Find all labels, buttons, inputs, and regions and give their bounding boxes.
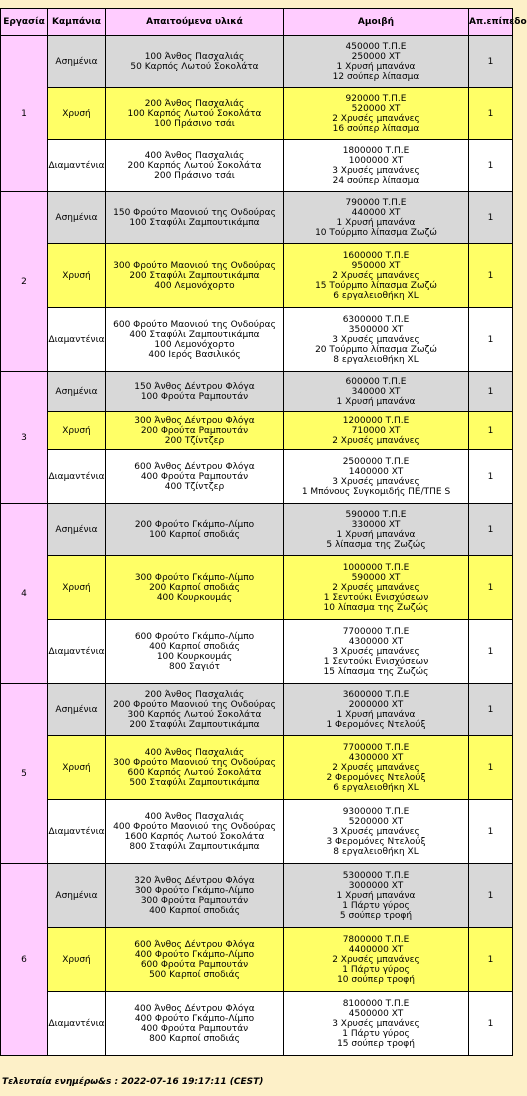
reward-item: 250000 XT <box>351 51 401 62</box>
reward-cell <box>284 928 469 992</box>
reward-item: 3 Χρυσές μπανάνες <box>332 334 420 345</box>
material-item: 300 Φρούτο Γκάμπο-Λίμπο <box>134 572 255 583</box>
material-item: 100 Καρποί σποδιάς <box>149 529 240 540</box>
reward-item: 3 Φερομόνες Ντελούξ <box>326 836 426 847</box>
reward-item: 600000 Τ.Π.Ε <box>345 376 407 387</box>
table-row <box>1 992 513 1056</box>
reward-item: 15 λίπασμα της Ζωζώς <box>323 666 429 677</box>
reward-item: 440000 XT <box>351 207 401 218</box>
material-item: 200 Άνθος Πασχαλιάς <box>144 689 245 700</box>
header-campaign: Καμπάνια <box>48 9 106 36</box>
level-cell: 1 <box>469 450 513 504</box>
reward-item: 710000 XT <box>351 425 401 436</box>
reward-item: 590000 XT <box>351 572 401 583</box>
materials-cell <box>106 556 284 620</box>
header-reward: Αμοιβή <box>284 9 469 36</box>
campaign-cell: Χρυσή <box>48 736 106 800</box>
reward-item: 3500000 XT <box>348 324 404 335</box>
campaign-cell: Χρυσή <box>48 244 106 308</box>
materials-cell <box>106 88 284 140</box>
quest-number: 3 <box>1 372 48 504</box>
materials-cell <box>106 864 284 928</box>
material-item: 800 Σταφύλι Ζαμπουτικάμπα <box>129 841 260 852</box>
reward-item: 3000000 XT <box>348 880 404 891</box>
materials-cell <box>106 244 284 308</box>
reward-item: 790000 Τ.Π.Ε <box>345 197 407 208</box>
reward-item: 5 λίπασμα της Ζωζώς <box>326 539 426 550</box>
material-item: 800 Καρποί σποδιάς <box>149 1033 240 1044</box>
material-item: 300 Φρούτο Γκάμπο-Λίμπο <box>134 885 255 896</box>
campaign-cell: Διαμαντένια <box>48 800 106 864</box>
table-row <box>1 556 513 620</box>
table-row <box>1 928 513 992</box>
level-cell: 1 <box>469 864 513 928</box>
reward-item: 590000 Τ.Π.Ε <box>345 509 407 520</box>
material-item: 200 Καρποί σποδιάς <box>149 582 240 593</box>
table-row <box>1 800 513 864</box>
reward-item: 2 Χρυσές μπανάνες <box>332 582 420 593</box>
reward-item: 10 σούπερ τροφή <box>337 974 415 985</box>
materials-cell <box>106 308 284 372</box>
material-item: 500 Σταφύλι Ζαμπουτικάμπα <box>129 777 260 788</box>
reward-item: 8 εργαλειοθήκη XL <box>333 846 419 857</box>
reward-item: 6300000 Τ.Π.Ε <box>342 314 410 325</box>
material-item: 300 Φρούτα Ραμπουτάν <box>140 895 249 906</box>
materials-cell <box>106 620 284 684</box>
reward-item: 1400000 XT <box>348 466 404 477</box>
reward-item: 5 σούπερ τροφή <box>339 910 413 921</box>
table-row <box>1 736 513 800</box>
reward-item: 6 εργαλειοθήκη XL <box>333 782 419 793</box>
material-item: 300 Καρπός Λωτού Σοκολάτα <box>127 709 262 720</box>
material-item: 320 Άνθος Δέντρου Φλόγα <box>134 875 255 886</box>
level-cell: 1 <box>469 928 513 992</box>
material-item: 100 Φρούτα Ραμπουτάν <box>140 391 249 402</box>
reward-item: 20 Τούρμπο λίπασμα Ζωζώ <box>315 344 437 355</box>
material-item: 400 Τζίντζερ <box>164 481 225 492</box>
reward-item: 4300000 XT <box>348 636 404 647</box>
table-row <box>1 504 513 556</box>
reward-cell <box>284 504 469 556</box>
table-row <box>1 864 513 928</box>
material-item: 200 Φρούτο Γκάμπο-Λίμπο <box>134 519 255 530</box>
campaign-cell: Ασημένια <box>48 684 106 736</box>
campaign-cell: Ασημένια <box>48 36 106 88</box>
table-row <box>1 620 513 684</box>
campaign-cell: Διαμαντένια <box>48 308 106 372</box>
quest-number: 6 <box>1 864 48 1056</box>
reward-item: 1600000 Τ.Π.Ε <box>342 250 410 261</box>
level-cell: 1 <box>469 620 513 684</box>
reward-item: 7800000 Τ.Π.Ε <box>342 934 410 945</box>
reward-item: 1 Πάρτυ γύρος <box>342 900 410 911</box>
table-row <box>1 308 513 372</box>
materials-cell <box>106 36 284 88</box>
material-item: 50 Καρπός Λωτού Σοκολάτα <box>130 61 259 72</box>
reward-item: 3 Χρυσές μπανάνες <box>332 476 420 487</box>
reward-item: 24 σούπερ λίπασμα <box>332 175 420 186</box>
reward-item: 4400000 XT <box>348 944 404 955</box>
table-row <box>1 684 513 736</box>
material-item: 200 Φρούτα Ραμπουτάν <box>140 425 249 436</box>
level-cell: 1 <box>469 992 513 1056</box>
materials-cell <box>106 992 284 1056</box>
reward-item: 3 Χρυσές μπανάνες <box>332 1018 420 1029</box>
header-level: Απ.επίπεδο <box>469 9 513 36</box>
material-item: 100 Καρπός Λωτού Σοκολάτα <box>127 108 262 119</box>
material-item: 200 Σταφύλι Ζαμπουτικάμπα <box>129 270 260 281</box>
reward-item: 1000000 Τ.Π.Ε <box>342 562 410 573</box>
reward-item: 330000 XT <box>351 519 401 530</box>
reward-item: 15 σούπερ τροφή <box>337 1038 415 1049</box>
material-item: 300 Άνθος Δέντρου Φλόγα <box>134 415 255 426</box>
reward-cell <box>284 140 469 192</box>
level-cell: 1 <box>469 412 513 450</box>
reward-item: 2 Χρυσές μπανάνες <box>332 113 420 124</box>
material-item: 150 Άνθος Δέντρου Φλόγα <box>134 381 255 392</box>
reward-cell <box>284 244 469 308</box>
level-cell: 1 <box>469 800 513 864</box>
quest-table-body <box>1 36 513 1056</box>
reward-item: 450000 Τ.Π.Ε <box>345 41 407 52</box>
table-row <box>1 88 513 140</box>
level-cell: 1 <box>469 88 513 140</box>
table-row <box>1 140 513 192</box>
reward-item: 1 Χρυσή μπανάνα <box>336 61 416 72</box>
header-materials: Απαιτούμενα υλικά <box>106 9 284 36</box>
reward-cell <box>284 192 469 244</box>
reward-item: 9300000 Τ.Π.Ε <box>342 806 410 817</box>
materials-cell <box>106 800 284 864</box>
material-item: 400 Άνθος Πασχαλιάς <box>144 747 245 758</box>
campaign-cell: Χρυσή <box>48 88 106 140</box>
material-item: 100 Άνθος Πασχαλιάς <box>144 51 245 62</box>
reward-item: 1800000 Τ.Π.Ε <box>342 145 410 156</box>
material-item: 600 Φρούτο Γκάμπο-Λίμπο <box>134 631 255 642</box>
material-item: 200 Φρούτο Μαονιού της Ονδούρας <box>113 699 276 710</box>
level-cell: 1 <box>469 308 513 372</box>
reward-cell <box>284 800 469 864</box>
reward-item: 1 Μπόνους Συγκομιδής ΠΕ/ΤΠΕ S <box>301 486 451 497</box>
quest-number: 4 <box>1 504 48 684</box>
material-item: 600 Φρούτο Μαονιού της Ονδούρας <box>113 319 276 330</box>
reward-item: 1000000 XT <box>348 155 404 166</box>
campaign-cell: Χρυσή <box>48 928 106 992</box>
reward-item: 2 Φερομόνες Ντελούξ <box>326 772 426 783</box>
reward-item: 1 Πάρτυ γύρος <box>342 1028 410 1039</box>
campaign-cell: Ασημένια <box>48 864 106 928</box>
reward-cell <box>284 556 469 620</box>
materials-cell <box>106 684 284 736</box>
material-item: 400 Άνθος Δέντρου Φλόγα <box>134 1003 255 1014</box>
material-item: 600 Φρούτα Ραμπουτάν <box>140 959 249 970</box>
materials-cell <box>106 504 284 556</box>
reward-item: 920000 Τ.Π.Ε <box>345 93 407 104</box>
material-item: 600 Άνθος Δέντρου Φλόγα <box>134 939 255 950</box>
reward-item: 2500000 Τ.Π.Ε <box>342 456 410 467</box>
material-item: 300 Φρούτο Μαονιού της Ονδούρας <box>113 757 276 768</box>
level-cell: 1 <box>469 556 513 620</box>
reward-item: 15 Τούρμπο λίπασμα Ζωζώ <box>315 280 437 291</box>
material-item: 800 Σαγιότ <box>169 661 220 672</box>
material-item: 400 Ιερός Βασιλικός <box>148 349 241 360</box>
material-item: 200 Τζίντζερ <box>164 435 225 446</box>
materials-cell <box>106 140 284 192</box>
material-item: 400 Φρούτο Γκάμπο-Λίμπο <box>134 1013 255 1024</box>
reward-item: 340000 XT <box>351 386 401 397</box>
level-cell: 1 <box>469 504 513 556</box>
material-item: 100 Κουρκουμάς <box>156 651 233 662</box>
material-item: 300 Φρούτο Μαονιού της Ονδούρας <box>113 260 276 271</box>
material-item: 600 Καρπός Λωτού Σοκολάτα <box>127 767 262 778</box>
materials-cell <box>106 192 284 244</box>
table-row <box>1 372 513 412</box>
reward-item: 4500000 XT <box>348 1008 404 1019</box>
header-row <box>1 9 513 36</box>
campaign-cell: Διαμαντένια <box>48 140 106 192</box>
quests-table <box>0 8 527 1056</box>
quest-number: 2 <box>1 192 48 372</box>
reward-cell <box>284 372 469 412</box>
reward-cell <box>284 736 469 800</box>
table-row <box>1 412 513 450</box>
campaign-cell: Χρυσή <box>48 556 106 620</box>
material-item: 100 Λεμονόχορτο <box>154 339 235 350</box>
material-item: 400 Λεμονόχορτο <box>154 280 235 291</box>
table-row <box>1 244 513 308</box>
reward-item: 1 Πάρτυ γύρος <box>342 964 410 975</box>
material-item: 400 Φρούτο Μαονιού της Ονδούρας <box>113 821 276 832</box>
material-item: 200 Καρπός Λωτού Σοκολάτα <box>127 160 262 171</box>
reward-cell <box>284 88 469 140</box>
material-item: 400 Φρούτα Ραμπουτάν <box>140 471 249 482</box>
table-row <box>1 36 513 88</box>
campaign-cell: Διαμαντένια <box>48 992 106 1056</box>
material-item: 200 Πράσινο τσάι <box>154 170 235 181</box>
quest-number: 5 <box>1 684 48 864</box>
material-item: 400 Άνθος Πασχαλιάς <box>144 811 245 822</box>
table-row <box>1 450 513 504</box>
reward-cell <box>284 864 469 928</box>
materials-cell <box>106 412 284 450</box>
material-item: 500 Καρποί σποδιάς <box>149 969 240 980</box>
reward-item: 3 Χρυσές μπανάνες <box>332 646 420 657</box>
reward-item: 1 Σεντούκι Ενισχύσεων <box>323 656 429 667</box>
reward-item: 7700000 Τ.Π.Ε <box>342 626 410 637</box>
reward-item: 2 Χρυσές μπανάνες <box>332 762 420 773</box>
material-item: 200 Σταφύλι Ζαμπουτικάμπα <box>129 719 260 730</box>
reward-item: 1 Χρυσή μπανάνα <box>336 529 416 540</box>
materials-cell <box>106 372 284 412</box>
materials-cell <box>106 928 284 992</box>
reward-item: 16 σούπερ λίπασμα <box>332 123 420 134</box>
reward-item: 2 Χρυσές μπανάνες <box>332 435 420 446</box>
level-cell: 1 <box>469 736 513 800</box>
campaign-cell: Ασημένια <box>48 504 106 556</box>
material-item: 400 Καρποί σποδιάς <box>149 905 240 916</box>
reward-cell <box>284 450 469 504</box>
level-cell: 1 <box>469 192 513 244</box>
reward-item: 2000000 XT <box>348 699 404 710</box>
reward-item: 1 Χρυσή μπανάνα <box>336 709 416 720</box>
reward-item: 10 λίπασμα της Ζωζώς <box>323 602 429 613</box>
reward-item: 520000 XT <box>351 103 401 114</box>
reward-cell <box>284 992 469 1056</box>
material-item: 400 Καρποί σποδιάς <box>149 641 240 652</box>
table-row <box>1 192 513 244</box>
campaign-cell: Διαμαντένια <box>48 620 106 684</box>
material-item: 200 Άνθος Πασχαλιάς <box>144 98 245 109</box>
campaign-cell: Ασημένια <box>48 192 106 244</box>
material-item: 400 Άνθος Πασχαλιάς <box>144 150 245 161</box>
campaign-cell: Ασημένια <box>48 372 106 412</box>
level-cell: 1 <box>469 140 513 192</box>
quest-number: 1 <box>1 36 48 192</box>
material-item: 100 Σταφύλι Ζαμπουτικάμπα <box>129 217 260 228</box>
reward-item: 1 Χρυσή μπανάνα <box>336 396 416 407</box>
reward-item: 7700000 Τ.Π.Ε <box>342 742 410 753</box>
reward-item: 2 Χρυσές μπανάνες <box>332 954 420 965</box>
material-item: 1600 Καρπός Λωτού Σοκολάτα <box>124 831 265 842</box>
header-quest: Εργασία <box>1 9 48 36</box>
level-cell: 1 <box>469 244 513 308</box>
level-cell: 1 <box>469 684 513 736</box>
reward-item: 3 Χρυσές μπανάνες <box>332 826 420 837</box>
reward-item: 5200000 XT <box>348 816 404 827</box>
reward-item: 1 Χρυσή μπανάνα <box>336 217 416 228</box>
level-cell: 1 <box>469 372 513 412</box>
reward-item: 5300000 Τ.Π.Ε <box>342 870 410 881</box>
reward-item: 3600000 Τ.Π.Ε <box>342 689 410 700</box>
materials-cell <box>106 450 284 504</box>
reward-item: 8100000 Τ.Π.Ε <box>342 998 410 1009</box>
material-item: 400 Φρούτο Γκάμπο-Λίμπο <box>134 949 255 960</box>
material-item: 100 Πράσινο τσάι <box>154 118 235 129</box>
material-item: 400 Κουρκουμάς <box>156 592 233 603</box>
level-cell: 1 <box>469 36 513 88</box>
material-item: 150 Φρούτο Μαονιού της Ονδούρας <box>113 207 276 218</box>
reward-item: 3 Χρυσές μπανάνες <box>332 165 420 176</box>
material-item: 600 Άνθος Δέντρου Φλόγα <box>134 461 255 472</box>
reward-cell <box>284 684 469 736</box>
materials-cell <box>106 736 284 800</box>
reward-item: 4300000 XT <box>348 752 404 763</box>
reward-item: 12 σούπερ λίπασμα <box>332 71 420 82</box>
reward-item: 8 εργαλειοθήκη XL <box>333 354 419 365</box>
reward-item: 10 Τούρμπο λίπασμα Ζωζώ <box>315 227 437 238</box>
reward-item: 950000 XT <box>351 260 401 271</box>
reward-item: 1 Χρυσή μπανάνα <box>336 890 416 901</box>
reward-item: 1 Σεντούκι Ενισχύσεων <box>323 592 429 603</box>
reward-item: 2 Χρυσές μπανάνες <box>332 270 420 281</box>
reward-cell <box>284 308 469 372</box>
material-item: 400 Φρούτα Ραμπουτάν <box>140 1023 249 1034</box>
reward-item: 6 εργαλειοθήκη XL <box>333 290 419 301</box>
reward-item: 1 Φερομόνες Ντελούξ <box>326 719 426 730</box>
material-item: 400 Σταφύλι Ζαμπουτικάμπα <box>129 329 260 340</box>
campaign-cell: Χρυσή <box>48 412 106 450</box>
reward-cell <box>284 412 469 450</box>
campaign-cell: Διαμαντένια <box>48 450 106 504</box>
reward-cell <box>284 36 469 88</box>
reward-cell <box>284 620 469 684</box>
reward-item: 1200000 Τ.Π.Ε <box>342 415 410 426</box>
last-updated-footer: Τελευταία ενημέρω&s : 2022-07-16 19:17:11 (CEST) <box>2 1077 264 1087</box>
